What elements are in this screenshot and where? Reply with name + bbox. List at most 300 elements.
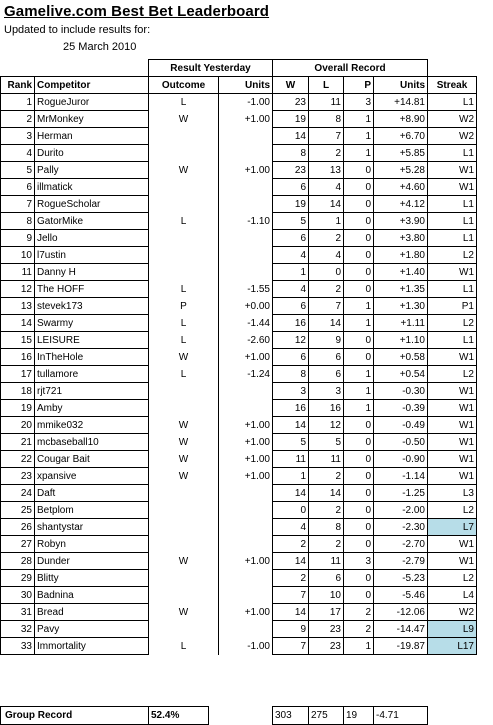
- cell-units-yesterday: [219, 179, 273, 196]
- cell-losses: 13: [309, 162, 344, 179]
- cell-wins: 8: [273, 145, 309, 162]
- cell-competitor: Danny H: [35, 264, 149, 281]
- col-p: P: [344, 77, 374, 94]
- cell-streak: L2: [428, 366, 477, 383]
- cell-units-overall: +1.11: [374, 315, 428, 332]
- table-row: [1, 570, 477, 587]
- cell-units-overall: +0.54: [374, 366, 428, 383]
- group-record: [0, 706, 428, 725]
- cell-pushes: 0: [344, 570, 374, 587]
- cell-streak: L9: [428, 621, 477, 638]
- table-row: [1, 604, 477, 621]
- cell-streak: W2: [428, 604, 477, 621]
- cell-pushes: 0: [344, 587, 374, 604]
- cell-losses: 14: [309, 485, 344, 502]
- cell-competitor: Badnina: [35, 587, 149, 604]
- cell-units-yesterday: [219, 502, 273, 519]
- cell-streak: L7: [428, 519, 477, 536]
- cell-losses: 8: [309, 519, 344, 536]
- cell-losses: 4: [309, 247, 344, 264]
- cell-streak: W1: [428, 264, 477, 281]
- table-row: [1, 179, 477, 196]
- cell-streak: L2: [428, 502, 477, 519]
- cell-units-yesterday: +1.00: [219, 111, 273, 128]
- table-row: [1, 298, 477, 315]
- cell-units-overall: -2.30: [374, 519, 428, 536]
- cell-outcome: [149, 502, 219, 519]
- cell-units-overall: -2.70: [374, 536, 428, 553]
- cell-pushes: 1: [344, 366, 374, 383]
- cell-losses: 0: [309, 264, 344, 281]
- cell-wins: 14: [273, 128, 309, 145]
- cell-pushes: 0: [344, 196, 374, 213]
- cell-streak: L1: [428, 213, 477, 230]
- col-streak: Streak: [428, 77, 477, 94]
- cell-wins: 6: [273, 230, 309, 247]
- cell-pushes: 0: [344, 417, 374, 434]
- cell-units-yesterday: [219, 485, 273, 502]
- cell-outcome: [149, 383, 219, 400]
- cell-units-yesterday: [219, 536, 273, 553]
- cell-rank: 9: [1, 230, 35, 247]
- cell-units-yesterday: +1.00: [219, 417, 273, 434]
- cell-competitor: shantystar: [35, 519, 149, 536]
- cell-outcome: [149, 570, 219, 587]
- cell-units-yesterday: -1.24: [219, 366, 273, 383]
- cell-competitor: Dunder: [35, 553, 149, 570]
- cell-rank: 21: [1, 434, 35, 451]
- cell-streak: W1: [428, 434, 477, 451]
- cell-units-yesterday: [219, 621, 273, 638]
- cell-streak: W1: [428, 383, 477, 400]
- table-row: [1, 281, 477, 298]
- cell-rank: 15: [1, 332, 35, 349]
- cell-losses: 4: [309, 179, 344, 196]
- cell-wins: 6: [273, 298, 309, 315]
- col-l: L: [309, 77, 344, 94]
- cell-competitor: The HOFF: [35, 281, 149, 298]
- cell-units-overall: -0.49: [374, 417, 428, 434]
- cell-units-overall: -5.23: [374, 570, 428, 587]
- cell-rank: 14: [1, 315, 35, 332]
- cell-losses: 8: [309, 111, 344, 128]
- cell-wins: 11: [273, 451, 309, 468]
- table-row: [1, 332, 477, 349]
- cell-streak: L2: [428, 570, 477, 587]
- cell-outcome: [149, 179, 219, 196]
- cell-outcome: L: [149, 366, 219, 383]
- cell-wins: 14: [273, 417, 309, 434]
- cell-pushes: 1: [344, 638, 374, 655]
- cell-pushes: 0: [344, 281, 374, 298]
- cell-units-yesterday: [219, 145, 273, 162]
- table-row: [1, 638, 477, 655]
- cell-losses: 2: [309, 145, 344, 162]
- cell-units-overall: -0.90: [374, 451, 428, 468]
- cell-outcome: L: [149, 315, 219, 332]
- table-row: [1, 383, 477, 400]
- cell-streak: W1: [428, 349, 477, 366]
- cell-losses: 10: [309, 587, 344, 604]
- cell-pushes: 0: [344, 247, 374, 264]
- cell-rank: 24: [1, 485, 35, 502]
- group-record-p: 19: [344, 707, 374, 725]
- cell-units-overall: -1.14: [374, 468, 428, 485]
- leaderboard-table: [0, 59, 477, 655]
- cell-outcome: [149, 247, 219, 264]
- cell-units-overall: +0.58: [374, 349, 428, 366]
- table-row: [1, 264, 477, 281]
- cell-rank: 25: [1, 502, 35, 519]
- cell-units-yesterday: +1.00: [219, 162, 273, 179]
- column-header-row: [1, 77, 477, 94]
- cell-rank: 10: [1, 247, 35, 264]
- cell-outcome: [149, 264, 219, 281]
- cell-rank: 11: [1, 264, 35, 281]
- cell-units-yesterday: [219, 128, 273, 145]
- cell-outcome: [149, 485, 219, 502]
- cell-wins: 7: [273, 587, 309, 604]
- cell-competitor: stevek173: [35, 298, 149, 315]
- cell-units-overall: +1.35: [374, 281, 428, 298]
- cell-outcome: L: [149, 281, 219, 298]
- cell-competitor: illmatick: [35, 179, 149, 196]
- col-units-yesterday: Units: [219, 77, 273, 94]
- cell-streak: W1: [428, 451, 477, 468]
- table-row: [1, 502, 477, 519]
- cell-wins: 23: [273, 162, 309, 179]
- cell-streak: W1: [428, 179, 477, 196]
- cell-pushes: 1: [344, 400, 374, 417]
- cell-wins: 5: [273, 213, 309, 230]
- cell-streak: L1: [428, 332, 477, 349]
- cell-wins: 1: [273, 468, 309, 485]
- cell-rank: 16: [1, 349, 35, 366]
- cell-streak: L4: [428, 587, 477, 604]
- cell-pushes: 3: [344, 94, 374, 111]
- cell-rank: 27: [1, 536, 35, 553]
- table-row: [1, 366, 477, 383]
- cell-pushes: 0: [344, 451, 374, 468]
- cell-wins: 16: [273, 315, 309, 332]
- cell-competitor: Blitty: [35, 570, 149, 587]
- cell-losses: 2: [309, 502, 344, 519]
- cell-outcome: [149, 230, 219, 247]
- cell-streak: P1: [428, 298, 477, 315]
- cell-streak: L17: [428, 638, 477, 655]
- cell-losses: 7: [309, 298, 344, 315]
- cell-units-yesterday: -1.44: [219, 315, 273, 332]
- cell-pushes: 0: [344, 349, 374, 366]
- cell-units-overall: +1.80: [374, 247, 428, 264]
- cell-rank: 22: [1, 451, 35, 468]
- table-row: [1, 230, 477, 247]
- cell-competitor: Swarmy: [35, 315, 149, 332]
- cell-rank: 30: [1, 587, 35, 604]
- cell-competitor: RogueJuror: [35, 94, 149, 111]
- cell-rank: 20: [1, 417, 35, 434]
- cell-units-overall: -2.79: [374, 553, 428, 570]
- cell-wins: 4: [273, 281, 309, 298]
- cell-wins: 0: [273, 502, 309, 519]
- cell-rank: 28: [1, 553, 35, 570]
- cell-rank: 12: [1, 281, 35, 298]
- cell-outcome: P: [149, 298, 219, 315]
- cell-units-overall: -2.00: [374, 502, 428, 519]
- col-w: W: [273, 77, 309, 94]
- group-record-label: Group Record: [1, 707, 149, 725]
- cell-pushes: 0: [344, 332, 374, 349]
- cell-streak: W1: [428, 162, 477, 179]
- cell-units-overall: +4.60: [374, 179, 428, 196]
- cell-outcome: [149, 196, 219, 213]
- cell-pushes: 1: [344, 315, 374, 332]
- cell-outcome: W: [149, 434, 219, 451]
- cell-competitor: Immortality: [35, 638, 149, 655]
- col-units-overall: Units: [374, 77, 428, 94]
- cell-losses: 14: [309, 196, 344, 213]
- cell-pushes: 2: [344, 621, 374, 638]
- group-record-units: -4.71: [374, 707, 428, 725]
- cell-units-yesterday: [219, 400, 273, 417]
- cell-rank: 32: [1, 621, 35, 638]
- cell-units-yesterday: [219, 587, 273, 604]
- cell-rank: 23: [1, 468, 35, 485]
- cell-wins: 12: [273, 332, 309, 349]
- cell-pushes: 0: [344, 519, 374, 536]
- cell-losses: 11: [309, 94, 344, 111]
- cell-outcome: [149, 536, 219, 553]
- cell-units-overall: -14.47: [374, 621, 428, 638]
- table-row: [1, 434, 477, 451]
- cell-units-overall: +5.85: [374, 145, 428, 162]
- cell-losses: 6: [309, 349, 344, 366]
- cell-units-yesterday: [219, 570, 273, 587]
- table-row: [1, 247, 477, 264]
- cell-rank: 2: [1, 111, 35, 128]
- cell-outcome: [149, 519, 219, 536]
- table-row: [1, 145, 477, 162]
- updated-label: Updated to include results for:: [4, 24, 151, 36]
- cell-pushes: 1: [344, 145, 374, 162]
- cell-units-overall: -0.30: [374, 383, 428, 400]
- table-row: [1, 213, 477, 230]
- group-header-row: [1, 60, 477, 77]
- cell-competitor: MrMonkey: [35, 111, 149, 128]
- cell-pushes: 1: [344, 128, 374, 145]
- overall-record-header: Overall Record: [273, 60, 428, 77]
- cell-pushes: 0: [344, 502, 374, 519]
- table-row: [1, 349, 477, 366]
- cell-outcome: W: [149, 604, 219, 621]
- cell-pushes: 0: [344, 179, 374, 196]
- cell-wins: 14: [273, 604, 309, 621]
- cell-outcome: W: [149, 468, 219, 485]
- cell-streak: L1: [428, 145, 477, 162]
- cell-units-overall: +14.81: [374, 94, 428, 111]
- cell-wins: 14: [273, 485, 309, 502]
- cell-rank: 17: [1, 366, 35, 383]
- cell-units-yesterday: [219, 519, 273, 536]
- cell-pushes: 0: [344, 230, 374, 247]
- cell-wins: 6: [273, 349, 309, 366]
- cell-losses: 2: [309, 536, 344, 553]
- cell-competitor: Betplom: [35, 502, 149, 519]
- cell-outcome: W: [149, 111, 219, 128]
- cell-wins: 1: [273, 264, 309, 281]
- cell-units-overall: +1.10: [374, 332, 428, 349]
- cell-units-overall: +5.28: [374, 162, 428, 179]
- cell-losses: 23: [309, 638, 344, 655]
- cell-competitor: rjt721: [35, 383, 149, 400]
- group-record-pct: 52.4%: [149, 707, 209, 725]
- cell-rank: 5: [1, 162, 35, 179]
- table-row: [1, 196, 477, 213]
- cell-rank: 1: [1, 94, 35, 111]
- cell-wins: 4: [273, 247, 309, 264]
- cell-rank: 8: [1, 213, 35, 230]
- cell-wins: 5: [273, 434, 309, 451]
- cell-units-overall: +3.90: [374, 213, 428, 230]
- cell-losses: 6: [309, 570, 344, 587]
- cell-competitor: xpansive: [35, 468, 149, 485]
- cell-wins: 2: [273, 536, 309, 553]
- cell-units-yesterday: +0.00: [219, 298, 273, 315]
- cell-streak: L2: [428, 247, 477, 264]
- group-record-w: 303: [273, 707, 309, 725]
- table-row: [1, 315, 477, 332]
- cell-streak: L2: [428, 315, 477, 332]
- cell-competitor: Robyn: [35, 536, 149, 553]
- cell-streak: W1: [428, 417, 477, 434]
- group-record-l: 275: [309, 707, 344, 725]
- cell-units-yesterday: +1.00: [219, 434, 273, 451]
- cell-streak: W1: [428, 400, 477, 417]
- cell-streak: W2: [428, 128, 477, 145]
- cell-losses: 1: [309, 213, 344, 230]
- results-date: 25 March 2010: [63, 41, 137, 53]
- cell-streak: W1: [428, 536, 477, 553]
- cell-units-yesterday: -1.00: [219, 638, 273, 655]
- cell-rank: 33: [1, 638, 35, 655]
- cell-competitor: Daft: [35, 485, 149, 502]
- cell-competitor: InTheHole: [35, 349, 149, 366]
- cell-rank: 29: [1, 570, 35, 587]
- cell-rank: 26: [1, 519, 35, 536]
- col-rank: Rank: [1, 77, 35, 94]
- cell-units-yesterday: [219, 196, 273, 213]
- cell-rank: 6: [1, 179, 35, 196]
- cell-units-yesterday: [219, 264, 273, 281]
- cell-losses: 6: [309, 366, 344, 383]
- table-row: [1, 417, 477, 434]
- table-row: [1, 94, 477, 111]
- cell-outcome: W: [149, 349, 219, 366]
- cell-wins: 23: [273, 94, 309, 111]
- table-row: [1, 485, 477, 502]
- cell-units-yesterday: +1.00: [219, 553, 273, 570]
- result-yesterday-header: Result Yesterday: [149, 60, 273, 77]
- cell-wins: 19: [273, 111, 309, 128]
- cell-units-overall: +8.90: [374, 111, 428, 128]
- cell-rank: 3: [1, 128, 35, 145]
- cell-competitor: GatorMike: [35, 213, 149, 230]
- page-title: Gamelive.com Best Bet Leaderboard: [4, 3, 270, 20]
- cell-rank: 19: [1, 400, 35, 417]
- cell-outcome: L: [149, 332, 219, 349]
- cell-rank: 7: [1, 196, 35, 213]
- cell-outcome: W: [149, 417, 219, 434]
- cell-units-yesterday: +1.00: [219, 451, 273, 468]
- cell-streak: W2: [428, 111, 477, 128]
- cell-losses: 14: [309, 315, 344, 332]
- cell-wins: 7: [273, 638, 309, 655]
- cell-competitor: l7ustin: [35, 247, 149, 264]
- cell-outcome: W: [149, 162, 219, 179]
- cell-wins: 2: [273, 570, 309, 587]
- cell-units-overall: +1.30: [374, 298, 428, 315]
- cell-units-overall: +6.70: [374, 128, 428, 145]
- table-row: [1, 587, 477, 604]
- cell-rank: 4: [1, 145, 35, 162]
- cell-units-yesterday: +1.00: [219, 349, 273, 366]
- cell-pushes: 1: [344, 383, 374, 400]
- cell-wins: 3: [273, 383, 309, 400]
- cell-pushes: 0: [344, 162, 374, 179]
- cell-rank: 31: [1, 604, 35, 621]
- cell-units-yesterday: -1.10: [219, 213, 273, 230]
- cell-losses: 11: [309, 553, 344, 570]
- cell-losses: 5: [309, 434, 344, 451]
- cell-streak: L1: [428, 281, 477, 298]
- cell-outcome: L: [149, 638, 219, 655]
- cell-competitor: Pavy: [35, 621, 149, 638]
- cell-units-overall: -0.50: [374, 434, 428, 451]
- cell-units-yesterday: -1.55: [219, 281, 273, 298]
- cell-losses: 2: [309, 468, 344, 485]
- cell-units-overall: +1.40: [374, 264, 428, 281]
- table-row: [1, 536, 477, 553]
- cell-outcome: [149, 400, 219, 417]
- cell-losses: 2: [309, 281, 344, 298]
- cell-units-yesterday: [219, 230, 273, 247]
- table-row: [1, 519, 477, 536]
- cell-units-yesterday: +1.00: [219, 468, 273, 485]
- cell-pushes: 0: [344, 213, 374, 230]
- cell-units-yesterday: -2.60: [219, 332, 273, 349]
- cell-outcome: W: [149, 451, 219, 468]
- cell-units-yesterday: [219, 383, 273, 400]
- cell-competitor: mmike032: [35, 417, 149, 434]
- cell-pushes: 0: [344, 468, 374, 485]
- cell-competitor: Durito: [35, 145, 149, 162]
- cell-wins: 6: [273, 179, 309, 196]
- cell-competitor: Bread: [35, 604, 149, 621]
- table-row: [1, 468, 477, 485]
- cell-units-yesterday: [219, 247, 273, 264]
- cell-units-overall: +4.12: [374, 196, 428, 213]
- cell-units-overall: +3.80: [374, 230, 428, 247]
- cell-outcome: [149, 145, 219, 162]
- table-row: [1, 400, 477, 417]
- cell-pushes: 2: [344, 604, 374, 621]
- cell-wins: 8: [273, 366, 309, 383]
- cell-competitor: RogueScholar: [35, 196, 149, 213]
- cell-wins: 9: [273, 621, 309, 638]
- cell-losses: 7: [309, 128, 344, 145]
- table-row: [1, 553, 477, 570]
- cell-rank: 18: [1, 383, 35, 400]
